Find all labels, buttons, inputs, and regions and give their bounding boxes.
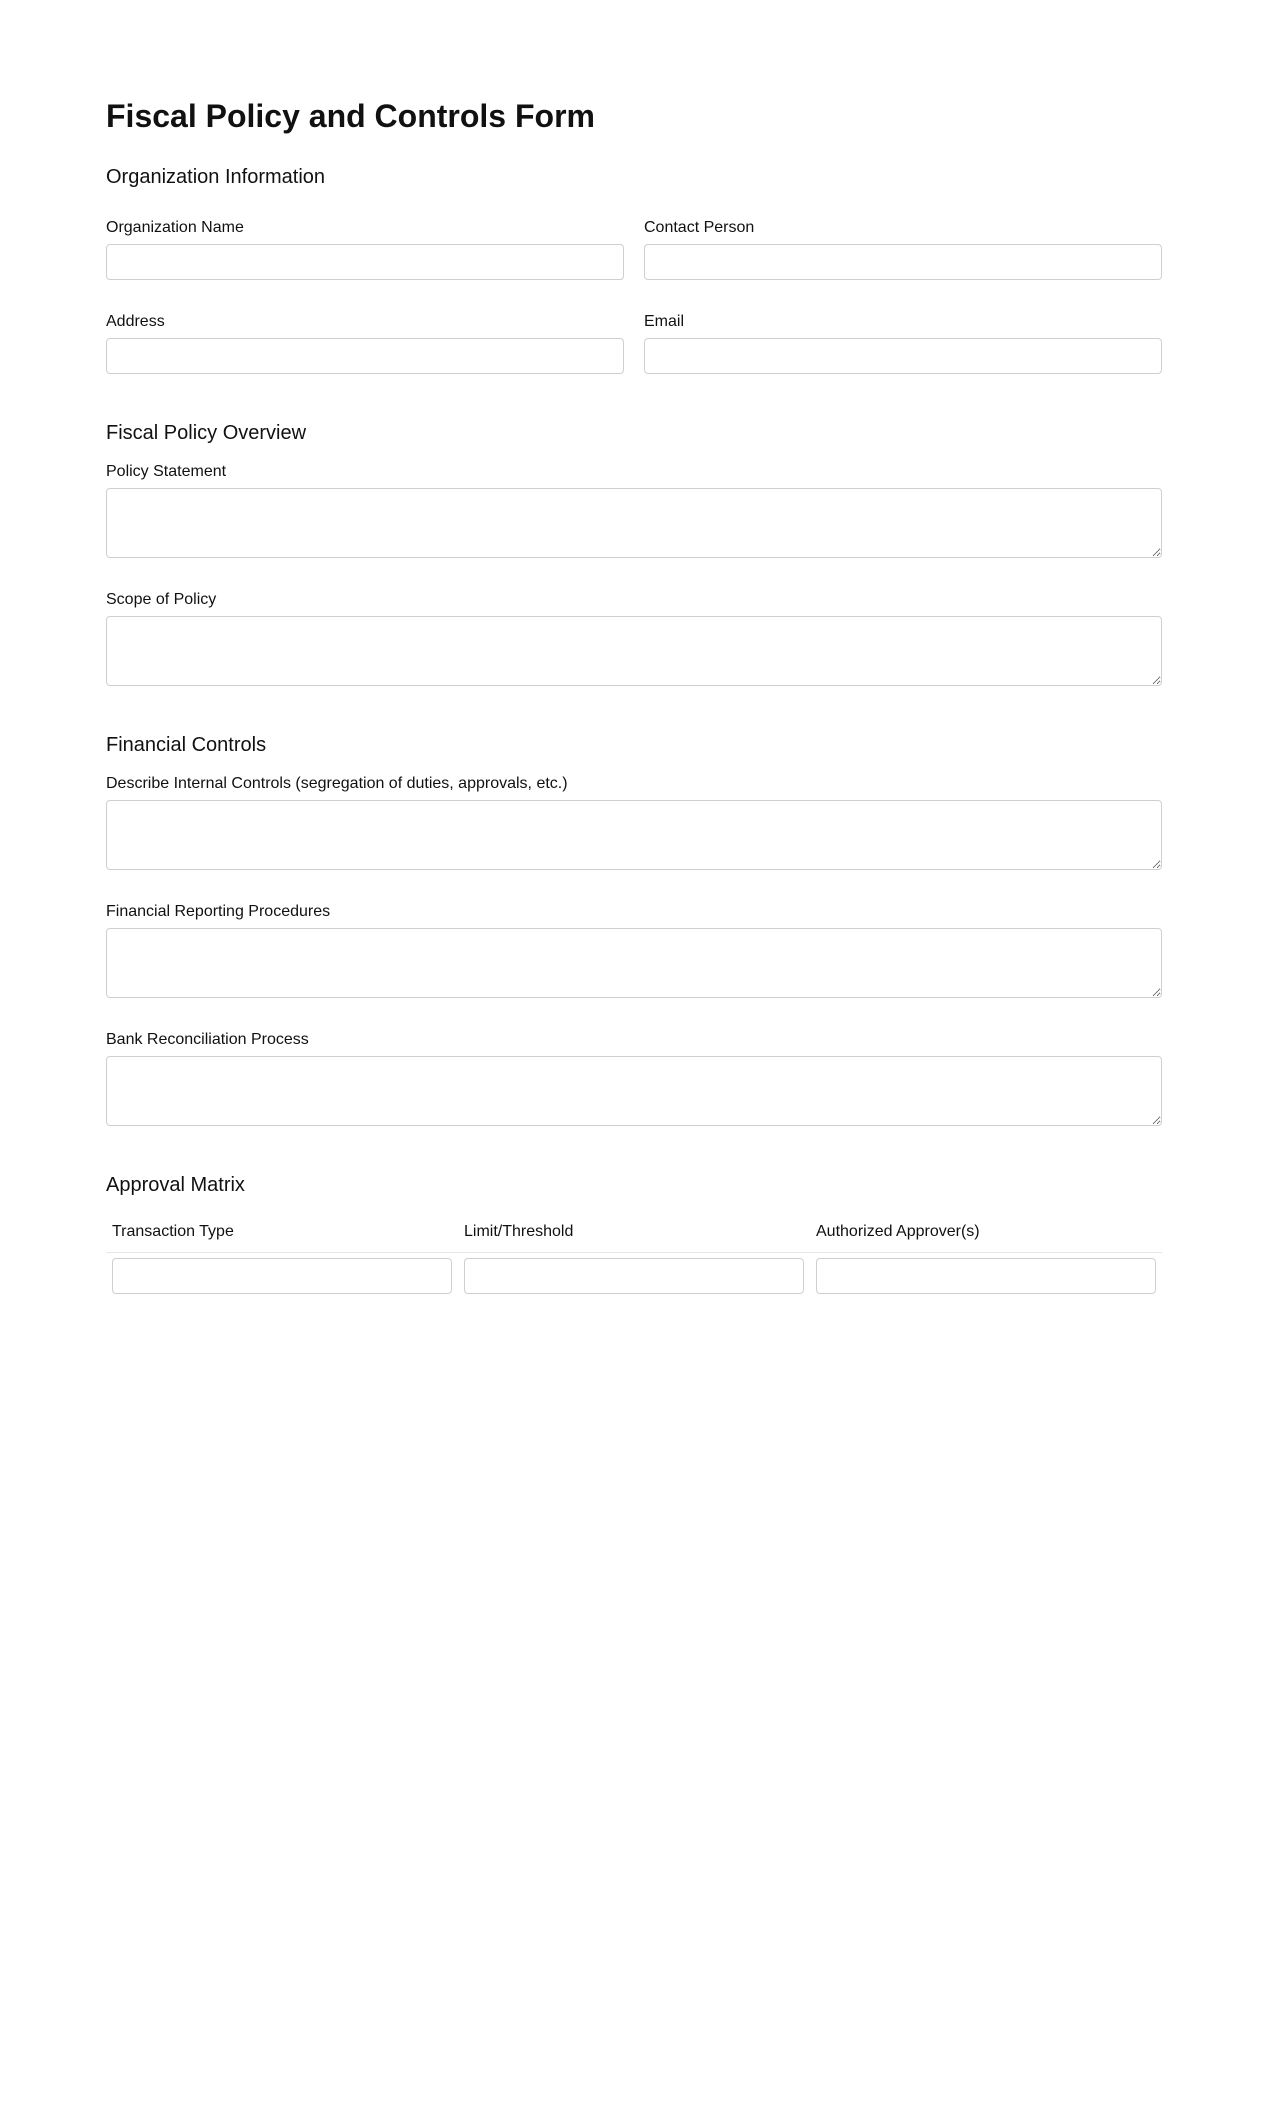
- internal-controls-label: Describe Internal Controls (segregation of duties, approvals, etc.): [106, 775, 568, 792]
- organization-name-label: Organization Name: [106, 219, 244, 236]
- address-input[interactable]: [106, 338, 624, 374]
- section-heading-approval-matrix: Approval Matrix: [106, 1174, 245, 1196]
- column-header-transaction-type: Transaction Type: [112, 1223, 234, 1240]
- section-heading-organization: Organization Information: [106, 166, 326, 188]
- financial-reporting-textarea[interactable]: [106, 928, 1162, 998]
- approval-matrix-header-row: [106, 1222, 1162, 1253]
- limit-threshold-input[interactable]: [464, 1258, 804, 1294]
- policy-statement-label: Policy Statement: [106, 463, 227, 480]
- internal-controls-textarea[interactable]: [106, 800, 1162, 870]
- organization-name-input[interactable]: [106, 244, 624, 280]
- scope-of-policy-label: Scope of Policy: [106, 591, 217, 608]
- contact-person-input[interactable]: [644, 244, 1162, 280]
- transaction-type-input[interactable]: [112, 1258, 452, 1294]
- contact-person-label: Contact Person: [644, 219, 755, 236]
- bank-reconciliation-label: Bank Reconciliation Process: [106, 1031, 309, 1048]
- authorized-approvers-input[interactable]: [816, 1258, 1156, 1294]
- email-label: Email: [644, 313, 685, 330]
- financial-reporting-label: Financial Reporting Procedures: [106, 903, 331, 920]
- policy-statement-textarea[interactable]: [106, 488, 1162, 558]
- address-label: Address: [106, 313, 165, 330]
- section-heading-controls: Financial Controls: [106, 734, 267, 756]
- column-header-limit-threshold: Limit/Threshold: [464, 1223, 574, 1240]
- column-header-authorized-approvers: Authorized Approver(s): [816, 1223, 980, 1240]
- page-title: Fiscal Policy and Controls Form: [106, 98, 595, 134]
- scope-of-policy-textarea[interactable]: [106, 616, 1162, 686]
- email-input[interactable]: [644, 338, 1162, 374]
- bank-reconciliation-textarea[interactable]: [106, 1056, 1162, 1126]
- section-heading-overview: Fiscal Policy Overview: [106, 422, 307, 444]
